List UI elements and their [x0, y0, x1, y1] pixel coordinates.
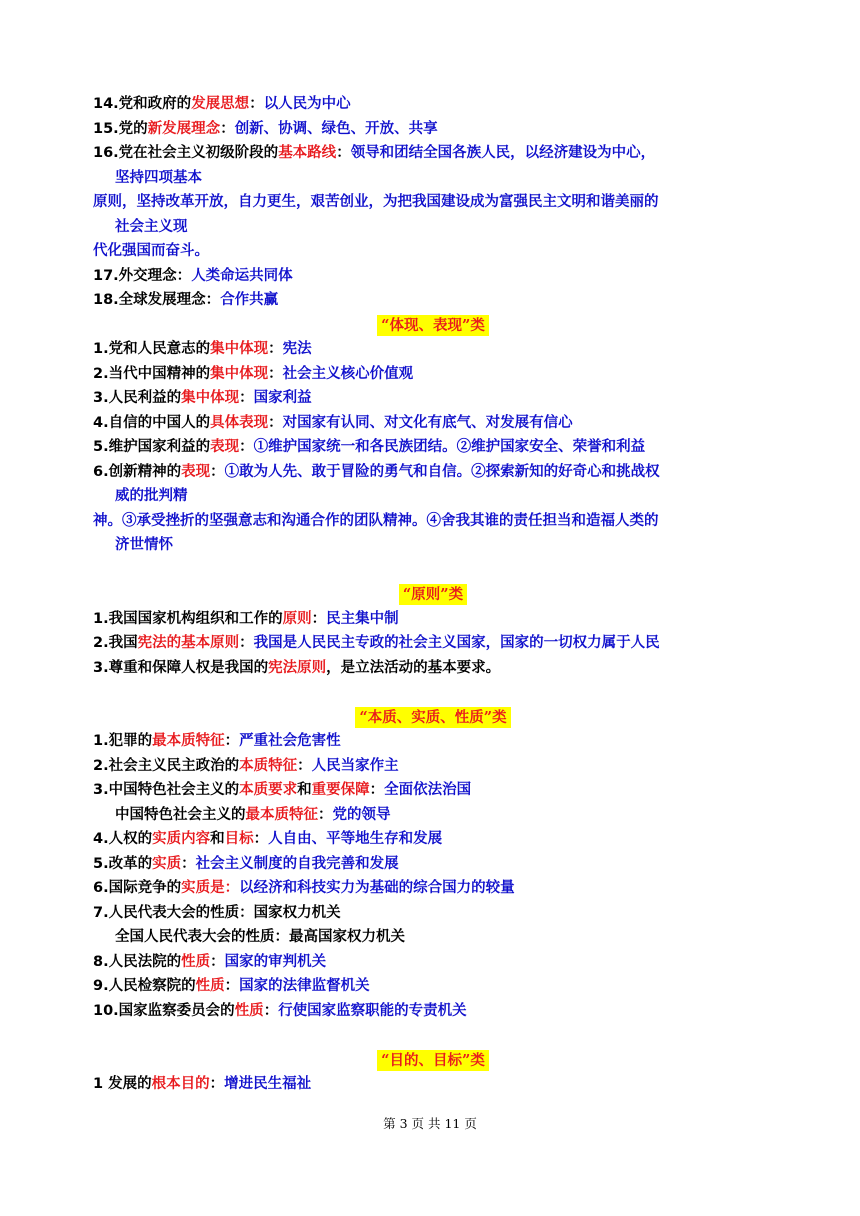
section-heading-mudi: “目的、目标”类	[377, 1050, 489, 1071]
page-footer: 第 3 页 共 11 页	[383, 1116, 477, 1131]
section-heading-row	[93, 582, 773, 607]
benzhi-item: 5.改革的实质：社会主义制度的自我完善和发展	[93, 854, 399, 872]
item-16: 16.党在社会主义初级阶段的基本路线：领导和团结全国各族人民，以经济建设为中心，	[93, 144, 656, 161]
benzhi-item: 3.中国特色社会主义的本质要求和重要保障：全面依法治国	[93, 781, 472, 798]
item-16-cont: 代化强国而奋斗。	[93, 242, 209, 259]
benzhi-item: 10.国家监察委员会的性质：行使国家监察职能的专责机关	[93, 1001, 467, 1019]
tixian-item-cont: 神。③承受挫折的坚强意志和沟通合作的团队精神。④舍我其谁的责任担当和造福人类的	[93, 511, 659, 529]
item-14: 14.党和政府的发展思想：以人民为中心	[93, 95, 351, 112]
document-body	[93, 92, 773, 1097]
mudi-item: 1 发展的根本目的：增进民生福祉	[93, 1075, 312, 1092]
benzhi-item: 4.人权的实质内容和目标：人自由、平等地生存和发展	[93, 830, 443, 847]
item-16-cont: 坚持四项基本	[115, 168, 202, 186]
tixian-item: 1.党和人民意志的集中体现：宪法	[93, 340, 312, 357]
item-16-cont: 原则，坚持改革开放，自力更生，艰苦创业，为把我国建设成为富强民主文明和谐美丽的	[93, 193, 659, 210]
benzhi-item: 全国人民代表大会的性质：最高国家权力机关	[115, 929, 405, 945]
tixian-item-cont: 威的批判精	[115, 487, 188, 504]
benzhi-item: 6.国际竞争的实质是：以经济和科技实力为基础的综合国力的较量	[93, 879, 515, 896]
benzhi-item: 7.人民代表大会的性质：国家权力机关	[93, 904, 341, 921]
tixian-item: 4.自信的中国人的具体表现：对国家有认同、对文化有底气、对发展有信心	[93, 413, 573, 431]
spacer	[93, 558, 773, 583]
tixian-item-cont: 济世情怀	[115, 536, 173, 553]
tixian-item: 2.当代中国精神的集中体现：社会主义核心价值观	[93, 364, 414, 382]
benzhi-item: 中国特色社会主义的最本质特征：党的领导	[115, 805, 391, 823]
tixian-item: 3.人民利益的集中体现：国家利益	[93, 389, 312, 406]
section-heading-row	[93, 705, 773, 730]
item-17: 17.外交理念：人类命运共同体	[93, 266, 293, 284]
section-heading-tixian: “体现、表现”类	[377, 315, 489, 336]
benzhi-item: 1.犯罪的最本质特征：严重社会危害性	[93, 732, 341, 749]
yuanze-item: 1.我国国家机构组织和工作的原则：民主集中制	[93, 609, 399, 627]
section-heading-row	[93, 313, 773, 338]
tixian-item: 5.维护国家利益的表现：①维护国家统一和各民族团结。②维护国家安全、荣誉和利益	[93, 438, 646, 455]
benzhi-item: 2.社会主义民主政治的本质特征：人民当家作主	[93, 756, 399, 774]
tixian-item: 6.创新精神的表现：①敢为人先、敢于冒险的勇气和自信。②探索新知的好奇心和挑战权	[93, 462, 660, 480]
item-15: 15.党的新发展理念：创新、协调、绿色、开放、共享	[93, 119, 438, 137]
benzhi-item: 8.人民法院的性质：国家的审判机关	[93, 952, 327, 970]
yuanze-item: 2.我国宪法的基本原则：我国是人民民主专政的社会主义国家，国家的一切权力属于人民	[93, 634, 660, 651]
benzhi-item: 9.人民检察院的性质：国家的法律监督机关	[93, 977, 370, 994]
item-18: 18.全球发展理念：合作共赢	[93, 291, 279, 308]
section-heading-yuanze: “原则”类	[399, 584, 467, 605]
spacer	[93, 1023, 773, 1048]
yuanze-item: 3.尊重和保障人权是我国的宪法原则，是立法活动的基本要求。	[93, 659, 501, 676]
section-heading-row	[93, 1048, 773, 1073]
item-16-cont: 社会主义现	[115, 217, 188, 235]
spacer	[93, 680, 773, 705]
section-heading-benzhi: “本质、实质、性质”类	[355, 707, 510, 728]
